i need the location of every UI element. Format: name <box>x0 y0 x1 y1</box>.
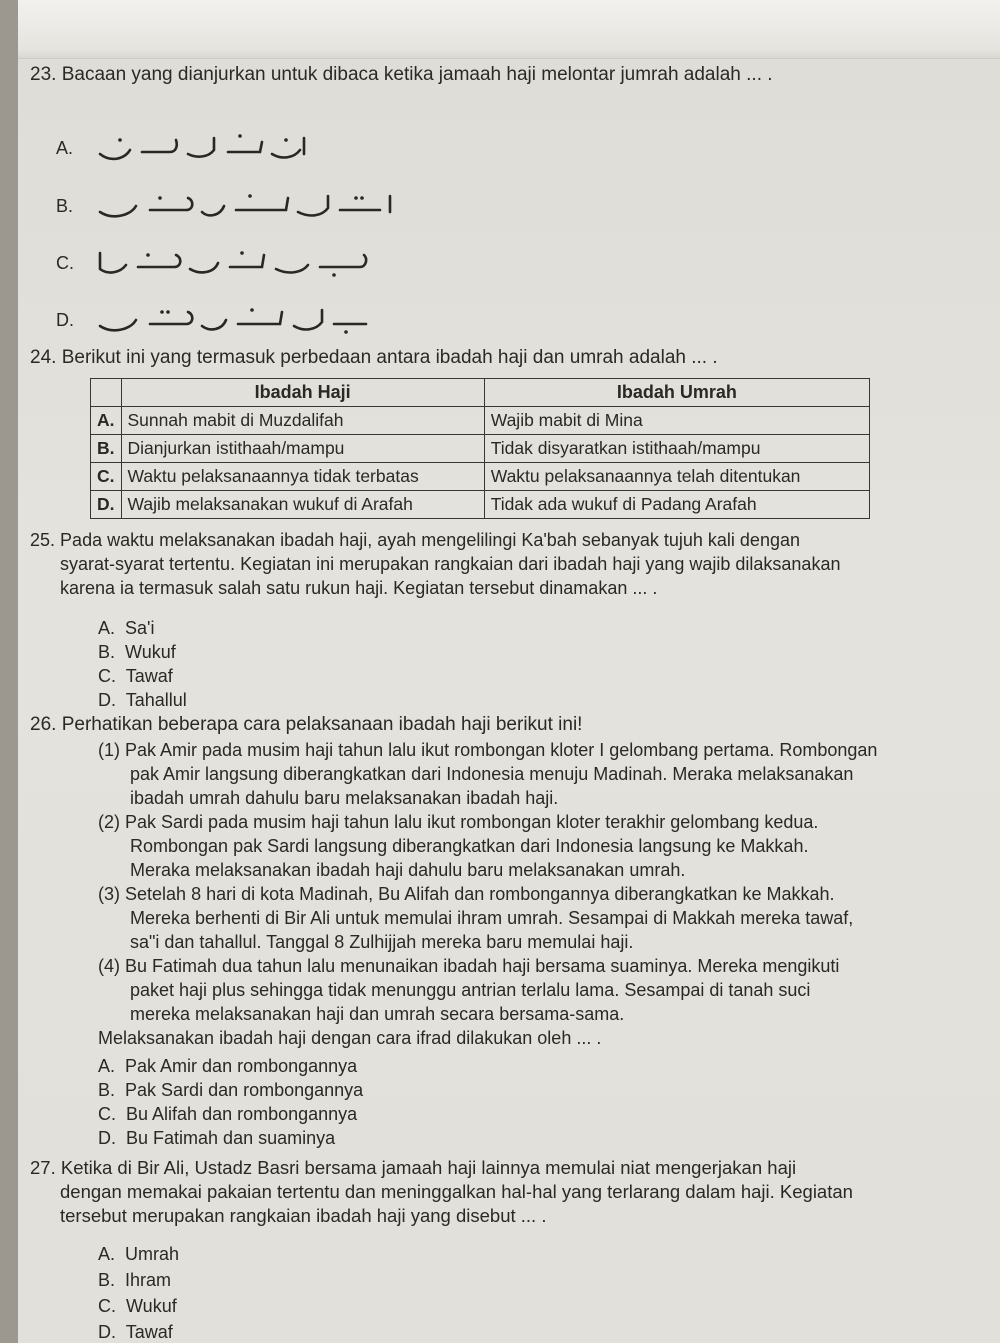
item-number: (4) <box>98 956 120 976</box>
q26-item-3-line-3: sa"i dan tahallul. Tanggal 8 Zulhijjah mereka baru memulai haji. <box>130 932 634 952</box>
option-text: Tahallul <box>125 690 187 710</box>
q26-item-1-line-3: ibadah umrah dahulu baru melaksanakan ibadah haji. <box>130 788 559 808</box>
q27-line-1-text: Ketika di Bir Ali, Ustadz Basri bersama jamaah haji lainnya memulai niat mengerjakan haji <box>60 1157 797 1178</box>
cell-haji: Sunnah mabit di Muzdalifah <box>121 407 484 435</box>
option-letter: D. <box>98 690 116 710</box>
q23-option-a[interactable] <box>56 128 330 168</box>
option-text: Pak Amir dan rombongannya <box>125 1056 358 1076</box>
option-letter: A. <box>98 618 116 638</box>
q25-stem <box>30 528 840 600</box>
option-text: Sa'i <box>125 618 155 638</box>
item-number: (1) <box>98 740 120 760</box>
item-number: (2) <box>98 812 120 832</box>
q26-intro-text: Perhatikan beberapa cara pelaksanaan ibadah haji berikut ini! <box>61 714 583 735</box>
q26-item-3-line-1 <box>98 882 853 906</box>
option-letter: B. <box>98 642 116 662</box>
option-text: Bu Fatimah dan suaminya <box>126 1128 336 1148</box>
option-letter: B. <box>98 1080 116 1100</box>
option-letter: D. <box>98 1322 116 1342</box>
q27-option-b[interactable] <box>98 1268 171 1292</box>
q23-option-b[interactable] <box>56 186 410 226</box>
row-letter: D. <box>91 491 122 519</box>
option-letter: C. <box>98 666 116 686</box>
q25-line-1 <box>30 528 840 552</box>
q27-stem <box>30 1156 853 1228</box>
cell-haji: Waktu pelaksanaannya tidak terbatas <box>121 463 484 491</box>
row-letter: B. <box>91 435 122 463</box>
q26-item-2-line-2: Rombongan pak Sardi langsung diberangkatkan dari Indonesia langsung ke Makkah. <box>130 836 809 856</box>
page-fold <box>18 0 1000 59</box>
table-row[interactable] <box>91 407 870 435</box>
q24-stem <box>30 346 718 370</box>
item-text: Setelah 8 hari di kota Madinah, Bu Alifah dan rombongannya diberangkatkan ke Makkah. <box>125 884 835 904</box>
item-text: Pak Amir pada musim haji tahun lalu ikut rombongan kloter I gelombang pertama. Rombongan <box>125 740 878 760</box>
arabic-text-a <box>90 128 330 168</box>
q26-item-2 <box>98 810 818 882</box>
q26-number: 26. <box>30 714 57 735</box>
q27-line-1 <box>30 1156 853 1180</box>
q25-line-1-text: Pada waktu melaksanakan ibadah haji, ayah mengelilingi Ka'bah sebanyak tujuh kali dengan <box>60 530 800 550</box>
table-row[interactable] <box>91 491 870 519</box>
option-text: Wukuf <box>126 1296 177 1316</box>
q25-option-d[interactable] <box>98 688 187 712</box>
option-letter: D. <box>56 309 74 330</box>
q27-line-3: tersebut merupakan rangkaian ibadah haji yang disebut ... . <box>60 1205 547 1226</box>
header-umrah: Ibadah Umrah <box>484 379 869 407</box>
q26-question: Melaksanakan ibadah haji dengan cara ifrad dilakukan oleh ... . <box>98 1028 602 1048</box>
q26-intro <box>30 713 582 737</box>
q26-item-2-line-3: Meraka melaksanakan ibadah haji dahulu baru melaksanakan umrah. <box>130 860 686 880</box>
q26-option-a[interactable] <box>98 1054 357 1078</box>
q25-line-3: karena ia termasuk salah satu rukun haji. Kegiatan tersebut dinamakan ... . <box>60 578 658 598</box>
q25-option-a[interactable] <box>98 616 154 640</box>
q27-option-d[interactable] <box>98 1320 173 1343</box>
q25-number: 25. <box>30 530 56 550</box>
option-letter: C. <box>98 1296 116 1316</box>
option-letter: A. <box>56 137 74 158</box>
option-text: Tawaf <box>125 666 173 686</box>
header-haji: Ibadah Haji <box>121 379 484 407</box>
q24-number: 24. <box>30 347 57 368</box>
q26-option-b[interactable] <box>98 1078 363 1102</box>
table-row[interactable] <box>91 463 870 491</box>
option-text: Pak Sardi dan rombongannya <box>125 1080 364 1100</box>
q26-item-4-line-2: paket haji plus sehingga tidak menunggu antrian terlalu lama. Sesampai di tanah suci <box>130 980 811 1000</box>
cell-umrah: Wajib mabit di Mina <box>484 407 869 435</box>
arabic-text-c <box>90 243 390 283</box>
comparison-table <box>90 378 870 519</box>
q25-option-b[interactable] <box>98 640 176 664</box>
q23-option-c[interactable] <box>56 243 390 283</box>
q27-line-2: dengan memakai pakaian tertentu dan meninggalkan hal-hal yang terlarang dalam haji. Kegiatan <box>60 1181 853 1202</box>
q23-number: 23. <box>30 64 57 85</box>
row-letter: A. <box>91 407 122 435</box>
q26-option-d[interactable] <box>98 1126 335 1150</box>
q23-text: Bacaan yang dianjurkan untuk dibaca ketika jamaah haji melontar jumrah adalah ... . <box>61 64 773 85</box>
cell-umrah: Tidak ada wukuf di Padang Arafah <box>484 491 869 519</box>
table-row[interactable] <box>91 435 870 463</box>
cell-umrah: Waktu pelaksanaannya telah ditentukan <box>484 463 869 491</box>
q26-item-3 <box>98 882 853 954</box>
item-text: Bu Fatimah dua tahun lalu menunaikan ibadah haji bersama suaminya. Mereka mengikuti <box>125 956 840 976</box>
option-letter: C. <box>98 1104 116 1124</box>
option-text: Bu Alifah dan rombongannya <box>126 1104 358 1124</box>
option-letter: D. <box>98 1128 116 1148</box>
q24-text: Berikut ini yang termasuk perbedaan antara ibadah haji dan umrah adalah ... . <box>61 347 718 368</box>
q26-item-4-line-3: mereka melaksanakan haji dan umrah secara bersama-sama. <box>130 1004 625 1024</box>
cell-umrah: Tidak disyaratkan istithaah/mampu <box>484 435 869 463</box>
q26-item-3-line-2: Mereka berhenti di Bir Ali untuk memulai ihram umrah. Sesampai di Makkah mereka tawaf, <box>130 908 854 928</box>
header-blank <box>91 379 122 407</box>
q25-line-2: syarat-syarat tertentu. Kegiatan ini merupakan rangkaian dari ibadah haji yang wajib dilaksanakan <box>60 554 841 574</box>
cell-haji: Wajib melaksanakan wukuf di Arafah <box>121 491 484 519</box>
q26-item-1-line-1 <box>98 738 877 762</box>
cell-haji: Dianjurkan istithaah/mampu <box>121 435 484 463</box>
arabic-text-d <box>90 300 390 340</box>
q26-item-2-line-1 <box>98 810 818 834</box>
option-text: Ihram <box>125 1270 172 1290</box>
option-letter: B. <box>98 1270 116 1290</box>
item-text: Pak Sardi pada musim haji tahun lalu ikut rombongan kloter terakhir gelombang kedua. <box>125 812 819 832</box>
q27-number: 27. <box>30 1157 56 1178</box>
table-header-row <box>91 379 870 407</box>
q25-option-c[interactable] <box>98 664 173 688</box>
option-text: Tawaf <box>125 1322 173 1342</box>
option-letter: A. <box>98 1056 116 1076</box>
q26-option-c[interactable] <box>98 1102 357 1126</box>
row-letter: C. <box>91 463 122 491</box>
option-letter: A. <box>98 1244 116 1264</box>
q23-option-d[interactable] <box>56 300 390 340</box>
option-letter: C. <box>56 252 74 273</box>
q26-item-4 <box>98 954 839 1026</box>
exam-page <box>18 0 1000 1343</box>
option-text: Wukuf <box>125 642 176 662</box>
q26-item-1-line-2: pak Amir langsung diberangkatkan dari Indonesia menuju Madinah. Meraka melaksanakan <box>130 764 854 784</box>
q27-option-a[interactable] <box>98 1242 179 1266</box>
q23-stem <box>30 63 773 87</box>
option-letter: B. <box>56 195 74 216</box>
q27-option-c[interactable] <box>98 1294 177 1318</box>
option-text: Umrah <box>125 1244 180 1264</box>
q26-item-1 <box>98 738 877 810</box>
item-number: (3) <box>98 884 120 904</box>
q26-item-4-line-1 <box>98 954 839 978</box>
arabic-text-b <box>90 186 410 226</box>
